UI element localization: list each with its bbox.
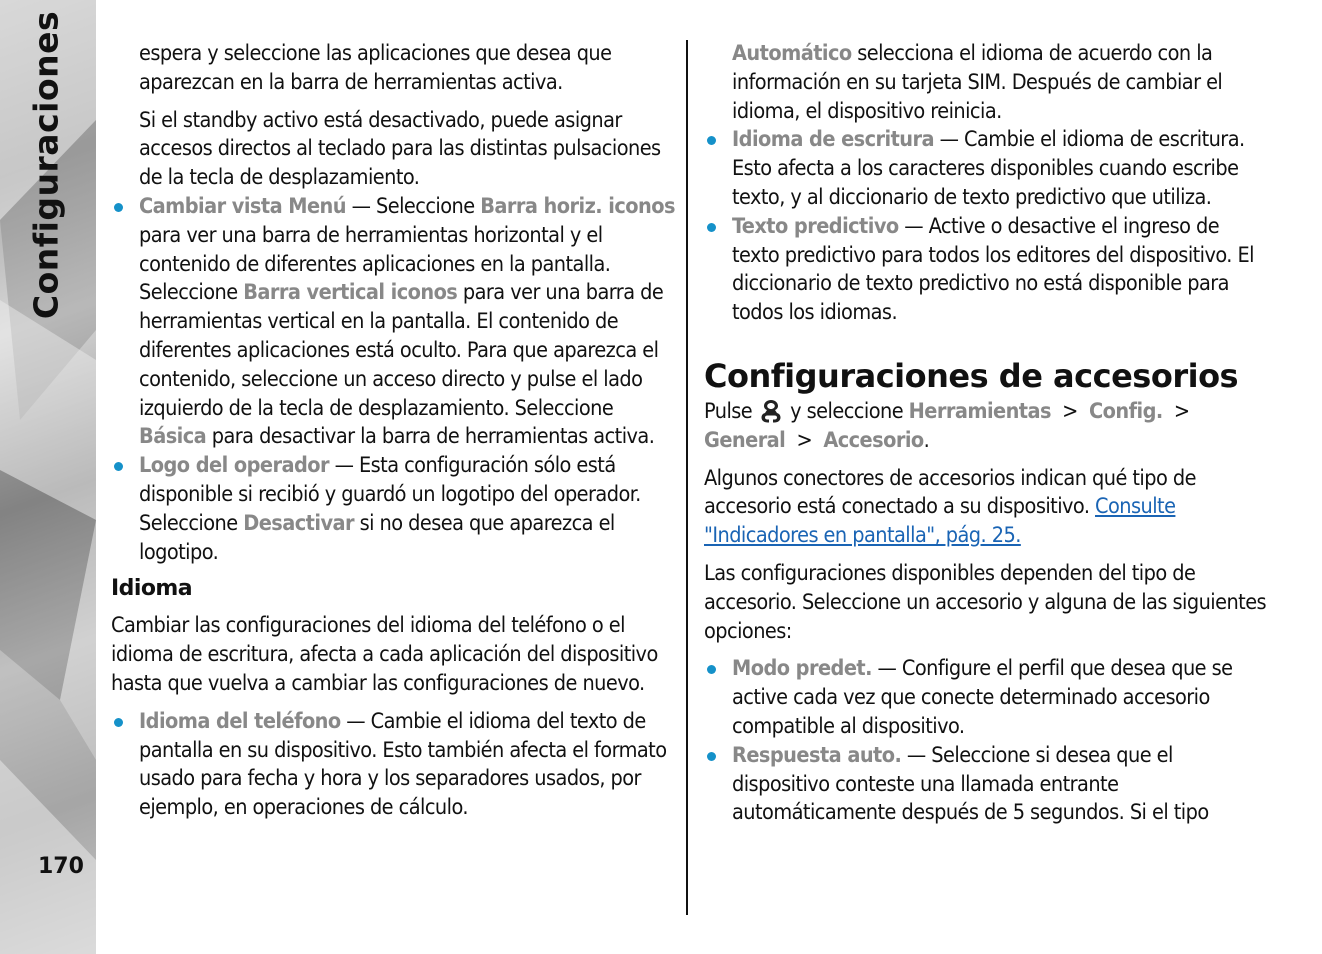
sidebar-strip — [0, 0, 96, 954]
separator: > — [1062, 398, 1078, 424]
intro-paragraph: espera y seleccione las aplicaciones que desea que aparezcan en la barra de herramientas activa. — [139, 41, 612, 95]
text: — Cambie el idioma de escritura. Esto afecta a los caracteres disponibles cuando escribe texto, y al diccionario de texto predictivo que utiliza. — [732, 127, 1245, 210]
option-desactivar: Desactivar — [243, 510, 354, 536]
indicadores-link[interactable]: Consulte "Indicadores en pantalla", pág. 25. — [704, 494, 1176, 549]
list-item-idioma-telefono — [111, 708, 677, 823]
conectores-paragraph — [704, 465, 1270, 551]
text: si no desea que aparezca el logotipo. — [139, 510, 615, 565]
standby-note: Si el standby activo está desactivado, puede asignar accesos directos al teclado para las distintas pulsaciones de la tecla de desplazamiento. — [139, 107, 661, 191]
text: para ver una barra de herramientas vertical en la pantalla. El contenido de diferentes aplicaciones está oculto. Para que aparezca el contenido, seleccione un acceso directo y pulse el lado izquierdo de la tecla de desplazamiento. Seleccione — [139, 280, 664, 421]
option-general: General — [704, 427, 786, 453]
separator: > — [796, 427, 813, 453]
left-column — [111, 40, 677, 823]
list-item-cambiar-vista — [111, 193, 677, 452]
list-item-modo-predet — [704, 655, 1270, 741]
option-modo-predet: Modo predet. — [732, 656, 872, 682]
text: — Esta configuración sólo está disponible si recibió y guardó un logotipo del operador. Seleccione — [139, 453, 641, 536]
list-item-logo-operador — [111, 452, 677, 567]
option-automatico: Automático — [732, 41, 852, 66]
separator: > — [1173, 398, 1190, 424]
idioma-option-list — [111, 708, 677, 823]
automatico-paragraph — [704, 40, 1270, 126]
disponibles-paragraph: Las configuraciones disponibles dependen del tipo de accesorio. Seleccione un accesorio y alguna de las siguientes opciones: — [704, 560, 1267, 644]
page-number: 170 — [38, 854, 84, 879]
option-cambiar-vista-menu: Cambiar vista Menú — [139, 193, 346, 219]
left-option-list — [111, 193, 677, 567]
section-heading: Configuraciones de accesorios — [704, 356, 1239, 395]
text: — Configure el perfil que desea que se active cada vez que conecte determinado accesorio compatible al dispositivo. — [732, 656, 1233, 739]
idioma-heading: Idioma — [111, 576, 193, 602]
text: — Seleccione si desea que el dispositivo conteste una llamada entrante automáticamente después de 5 segundos. Si el tipo — [732, 742, 1209, 826]
idioma-paragraph: Cambiar las configuraciones del idioma del teléfono o el idioma de escritura, afecta a cada aplicación del dispositivo hasta que vuelva a cambiar las configuraciones de nuevo. — [111, 613, 658, 696]
text: . — [923, 427, 930, 453]
option-herramientas: Herramientas — [908, 398, 1051, 424]
menu-path — [704, 398, 1270, 456]
sidebar-title: Configuraciones — [26, 10, 66, 320]
accesorio-option-list — [704, 655, 1270, 828]
text: selecciona el idioma de acuerdo con la información en su tarjeta SIM. Después de cambiar el idioma, el dispositivo reinicia. — [732, 41, 1223, 124]
option-respuesta-auto: Respuesta auto. — [732, 742, 902, 768]
text: para ver una barra de herramientas horizontal y el contenido de diferentes aplicaciones en la pantalla. Seleccione — [139, 222, 611, 306]
option-accesorio: Accesorio — [823, 427, 924, 453]
menu-key-icon — [758, 398, 784, 424]
text: y seleccione — [790, 398, 904, 424]
list-item-texto-predictivo — [704, 213, 1270, 328]
text: Pulse — [704, 398, 753, 424]
option-idioma-escritura: Idioma de escritura — [732, 127, 935, 153]
right-option-list — [704, 126, 1270, 328]
option-texto-predictivo: Texto predictivo — [732, 213, 899, 239]
text: para desactivar la barra de herramientas activa. — [206, 424, 655, 450]
column-divider — [686, 40, 688, 915]
right-column — [704, 40, 1270, 828]
option-barra-horiz: Barra horiz. iconos — [480, 193, 675, 219]
option-logo-operador: Logo del operador — [139, 453, 329, 479]
option-config: Config. — [1089, 398, 1163, 424]
text: Algunos conectores de accesorios indican qué tipo de accesorio está conectado a su dispositivo. — [704, 465, 1196, 520]
list-item-respuesta-auto — [704, 742, 1270, 828]
text: — Active o desactive el ingreso de texto predictivo para todos los editores del dispositivo. El diccionario de texto predictivo no está disponible para todos los idiomas. — [732, 213, 1254, 326]
option-idioma-telefono: Idioma del teléfono — [139, 708, 341, 734]
text: — Seleccione — [346, 193, 481, 219]
text: — Cambie el idioma del texto de pantalla en su dispositivo. Esto también afecta el formato usado para fecha y hora y los separadores usados, por ejemplo, en operaciones de cálculo. — [139, 708, 667, 821]
option-barra-vertical: Barra vertical iconos — [243, 280, 458, 306]
list-item-idioma-escritura — [704, 126, 1270, 212]
option-basica: Básica — [139, 424, 207, 450]
